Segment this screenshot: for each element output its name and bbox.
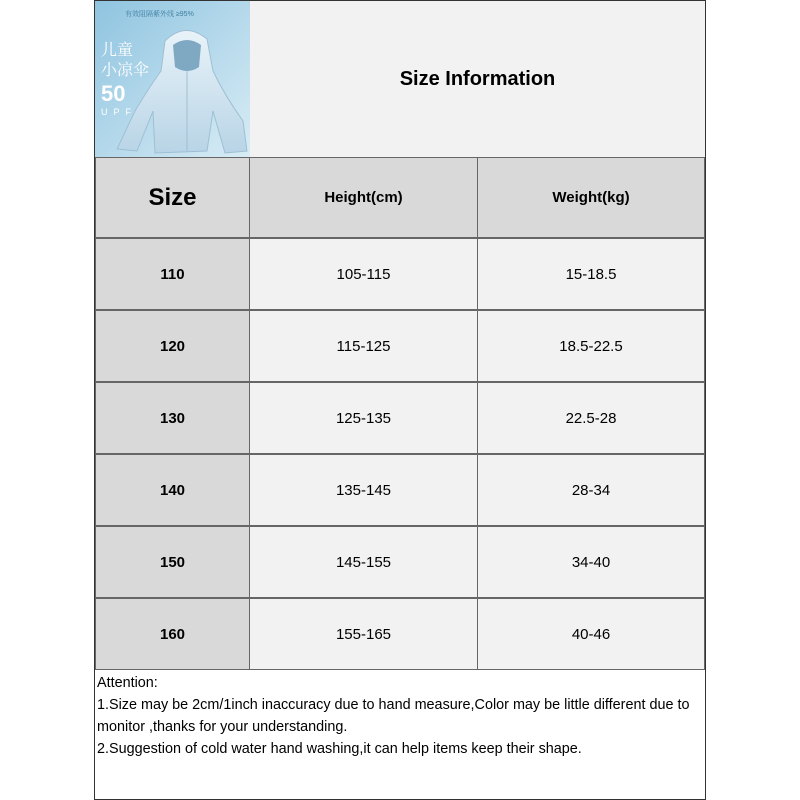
note-item: 1.Size may be 2cm/1inch inaccuracy due to hand measure,Color may be little different due to monitor ,thanks for your understanding. (97, 697, 690, 735)
notes-heading: Attention: (97, 675, 158, 691)
column-header-weight: Weight(kg) (478, 157, 705, 238)
column-header-size: Size (95, 157, 250, 238)
size-cell: 120 (95, 310, 250, 382)
table-header-row (95, 157, 705, 238)
size-cell: 130 (95, 382, 250, 454)
size-cell: 160 (95, 598, 250, 670)
table-row (95, 382, 705, 454)
height-cell: 125-135 (250, 382, 478, 454)
weight-cell: 15-18.5 (478, 238, 705, 310)
table-row (95, 526, 705, 598)
size-cell: 150 (95, 526, 250, 598)
height-cell: 145-155 (250, 526, 478, 598)
height-cell: 155-165 (250, 598, 478, 670)
product-image (95, 1, 251, 157)
size-cell: 110 (95, 238, 250, 310)
table-row (95, 454, 705, 526)
table-row (95, 598, 705, 670)
height-cell: 115-125 (250, 310, 478, 382)
weight-cell: 34-40 (478, 526, 705, 598)
size-chart (94, 0, 706, 800)
size-cell: 140 (95, 454, 250, 526)
weight-cell: 28-34 (478, 454, 705, 526)
upf-value: 50 (101, 81, 126, 106)
table-row (95, 310, 705, 382)
column-header-height: Height(cm) (250, 157, 478, 238)
attention-notes (95, 670, 705, 760)
upf-label: UPF (101, 107, 137, 117)
title-cell (250, 1, 705, 157)
weight-cell: 18.5-22.5 (478, 310, 705, 382)
page-title: Size Information (399, 67, 556, 90)
note-item: 2.Suggestion of cold water hand washing,it can help items keep their shape. (97, 741, 582, 757)
table-row (95, 238, 705, 310)
height-cell: 105-115 (250, 238, 478, 310)
weight-cell: 40-46 (478, 598, 705, 670)
header-row (95, 1, 705, 157)
uv-banner: 有效阻隔紫外线 ≥95% (125, 11, 194, 18)
product-headline: 儿童 小凉伞 (101, 42, 150, 79)
weight-cell: 22.5-28 (478, 382, 705, 454)
height-cell: 135-145 (250, 454, 478, 526)
